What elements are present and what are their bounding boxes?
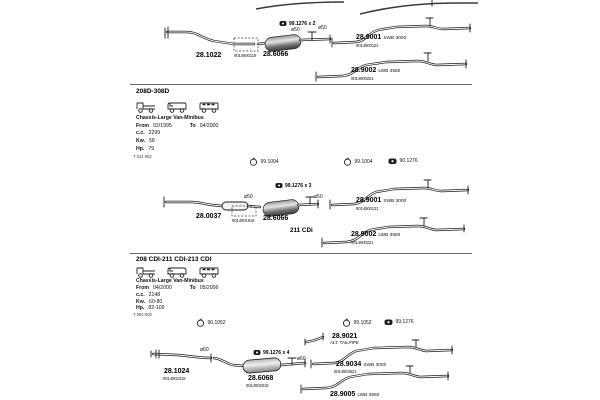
oem-code: 9014901919: [232, 218, 255, 223]
part-number: 28.9021: [332, 333, 358, 340]
cut-off-pipes-top: [256, 0, 478, 14]
fitting-item: 99.1004: [249, 157, 279, 166]
wheelbase-variant: LWB 3550: [378, 233, 401, 238]
production-range: From 04/2000 To 05/2006: [136, 285, 219, 291]
minibus-icon: [199, 265, 219, 278]
part-number-row: 28.9001 SWB 3000: [356, 197, 407, 204]
part-number: 28.6068: [248, 375, 274, 382]
chassis-cab-icon: [136, 265, 156, 278]
table-ref: T 091-002: [133, 311, 153, 317]
top-middle-muffler: [264, 34, 301, 52]
wheelbase-variant: SWB 3000: [363, 363, 387, 368]
pipe-diameter: ø50: [314, 194, 323, 200]
engine-note: 211 CDi: [290, 227, 313, 234]
van-icon: [167, 100, 187, 113]
top-muffler-outlet: [300, 32, 330, 43]
fitting-item: 99.1004: [343, 157, 373, 166]
pipe-diameter: ø50: [244, 194, 253, 200]
clamp-qty-note: 99.1276 x 3: [275, 182, 311, 189]
part-number: 28.1024: [164, 368, 190, 375]
body-types: Chassis-Large Van-Minibus: [136, 115, 204, 121]
clamp-icon: [275, 182, 283, 189]
oem-code: 9014900221: [351, 240, 374, 245]
part-number: 28.1022: [196, 52, 222, 59]
part-number: 28.6066: [263, 215, 289, 222]
alt-tailpipe-note: ALT. TAILPIPE: [330, 341, 359, 346]
wheelbase-variant: LWB 3550: [357, 393, 380, 398]
top-front-pipe: [165, 27, 254, 44]
part-number-row: 28.9005 LWB 3550: [330, 391, 380, 398]
part-number-row: 28.9034 SWB 3000: [336, 361, 387, 368]
fitting-item: 90.1276: [388, 157, 418, 165]
section-divider: [130, 253, 472, 254]
engine-cc: c.c. 2299: [136, 130, 161, 136]
top-rear-pipe-swb: [332, 18, 470, 47]
van-icon: [167, 265, 187, 278]
oem-code: 9014900221: [351, 76, 374, 81]
part-number-row: 28.9002 LWB 3550: [351, 231, 401, 238]
section-divider: [130, 84, 472, 85]
ring-icon: [342, 318, 351, 327]
clamp-icon: [253, 349, 261, 356]
fitting-item: 99.1276: [384, 318, 414, 326]
minibus-icon: [199, 100, 219, 113]
oem-code: 9014902019: [246, 383, 269, 388]
pipe-diameter: ø60: [200, 347, 209, 353]
clamp-icon: [279, 20, 287, 27]
mid-rear-pipe-swb: [330, 180, 468, 209]
engine-kw: Kw. 60-80: [136, 298, 163, 305]
oem-code: 9014900121: [356, 206, 379, 211]
ring-icon: [196, 318, 205, 327]
clamp-qty-note: 99.1276 x 2: [279, 20, 315, 27]
section-title: 208D-308D: [136, 88, 170, 95]
oem-code: 9014900121: [356, 43, 379, 48]
pipe-diameter: ø50: [318, 25, 327, 31]
wheelbase-variant: LWB 3550: [378, 69, 401, 74]
pipe-diameter: ø60: [297, 356, 306, 362]
engine-cc: c.c. 2148: [136, 292, 161, 298]
production-range: From 02/1995 To 04/2000: [136, 122, 219, 129]
engine-hp: Hp. 79: [136, 146, 155, 152]
bot-rear-pipe-lwb: [301, 366, 448, 393]
engine-hp: Hp. 82-109: [136, 305, 165, 311]
fitting-item: 90.1052: [196, 318, 226, 327]
ring-icon: [249, 157, 258, 166]
fitting-item: 99.1052: [342, 318, 372, 327]
bot-alt-tailpipe: [305, 333, 323, 345]
oem-code: 9014900119: [234, 53, 257, 58]
part-number-row: 28.9001 SWB 3000: [356, 34, 407, 41]
part-number: 28.0037: [196, 213, 222, 220]
chassis-cab-icon: [136, 100, 156, 113]
part-number: 28.6066: [263, 51, 289, 58]
clamp-icon: [384, 318, 393, 326]
engine-kw: Kw. 58: [136, 138, 155, 144]
body-types: Chassis-Large Van-Minibus: [136, 278, 204, 284]
oem-code: 9014903521: [334, 369, 357, 374]
ring-icon: [343, 157, 352, 166]
wheelbase-variant: SWB 3000: [383, 199, 407, 204]
oem-code: 9014902319: [163, 376, 186, 381]
wheelbase-variant: SWB 3000: [383, 36, 407, 41]
clamp-qty-note: 99.1276 x 4: [253, 349, 289, 356]
bot-middle-muffler: [242, 357, 281, 373]
bot-connector-pipe: [214, 358, 244, 366]
part-number-row: 28.9002 LWB 3550: [351, 67, 401, 74]
section-title: 208 CDI-211 CDI-213 CDI: [136, 256, 212, 263]
table-ref: T 011-002: [133, 153, 152, 159]
clamp-icon: [388, 157, 397, 165]
pipe-diameter: ø50: [291, 27, 300, 33]
